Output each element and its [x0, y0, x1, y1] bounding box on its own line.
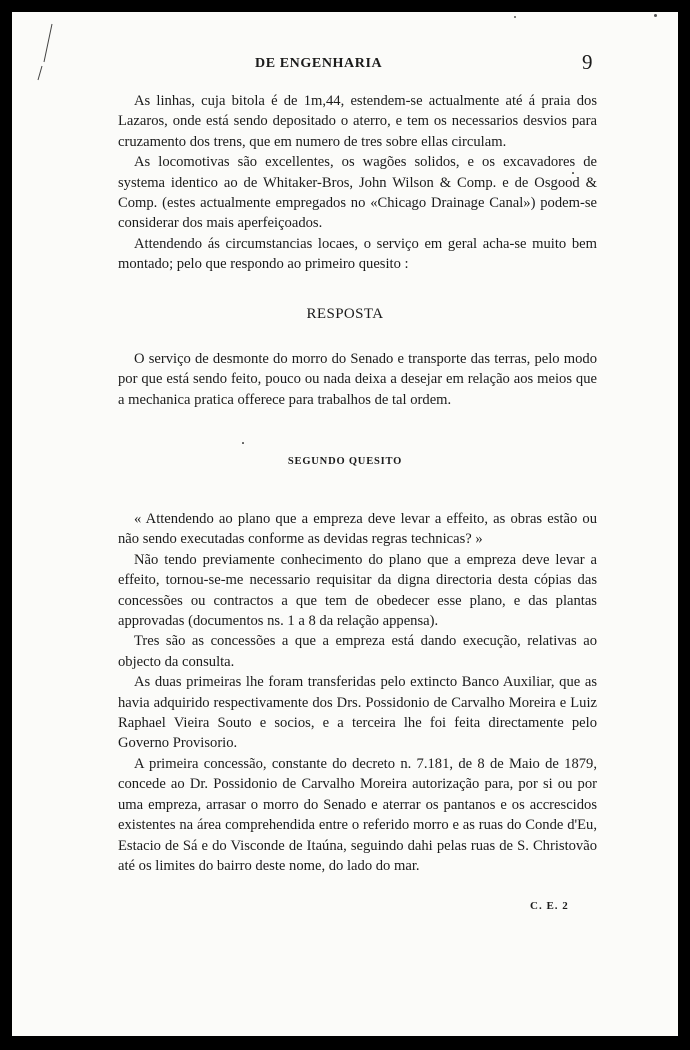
paragraph-concessoes: Tres são as concessões a que a empreza está dando execução, relativas ao objecto da consulta. — [118, 633, 597, 670]
segundo-quesito-section — [118, 509, 597, 876]
signature-mark: C. E. 2 — [530, 900, 569, 912]
running-head: DE ENGENHARIA — [255, 56, 383, 71]
resposta-section — [118, 349, 597, 410]
paragraph-plano: Não tendo previamente conhecimento do plano que a empreza deve levar a effeito, tornou-se-me necessario requisitar da digna directoria desta cópias das concessões ou contractos a que tem de obedecer esse plano, e das plantas approvadas (documentos ns. 1 a 8 da relação appensa). — [118, 551, 597, 630]
paragraph-primeira-concessao: A primeira concessão, constante do decreto n. 7.181, de 8 de Maio de 1879, concede ao Dr. Possidonio de Carvalho Moreira autorização para, por si ou por uma empreza, arrasar o morro do Senado e aterrar os pantanos e os accrescidos existentes na área comprehendida entre o referido morro e as ruas do Conde d'Eu, Estacio de Sá e do Visconde de Itaúna, seguindo dahi pelas ruas de S. Christovão até os limites do bairro deste nome, do lado do mar. — [118, 755, 597, 874]
segundo-quesito-heading: SEGUNDO QUESITO — [287, 456, 403, 467]
resposta-heading: RESPOSTA — [306, 306, 384, 322]
paragraph-duas-primeiras: As duas primeiras lhe foram transferidas pelo extincto Banco Auxiliar, que as havia adquirido respectivamente dos Drs. Possidonio de Carvalho Moreira e Luiz Raphael Vieira Souto e socios, e a terceira lhe foi feita directamente pelo Governo Provisorio. — [118, 674, 597, 752]
paragraph-attendendo: Attendendo ás circumstancias locaes, o serviço em geral acha-se muito bem montado; pelo que respondo ao primeiro quesito : — [118, 235, 597, 273]
page-number: 9 — [582, 50, 593, 74]
document-page — [12, 12, 678, 1036]
intro-section — [118, 91, 597, 275]
paragraph-locomotivas: As locomotivas são excellentes, os wagões solidos, e os excavadores de systema identico ao de Whitaker-Bros, John Wilson & Comp. e de Osgood & Comp. (estes actualmente empregados no «Chicago Drainage Canal») podem-se considerar dos mais aperfeiçoados. — [118, 154, 597, 232]
page-header — [12, 50, 678, 80]
paragraph-resposta: O serviço de desmonte do morro do Senado e transporte das terras, pelo modo por que está sendo feito, pouco ou nada deixa a desejar em relação aos meios que a mechanica pratica offerece para trabalhos de tal ordem. — [118, 351, 597, 408]
paragraph-linhas: As linhas, cuja bitola é de 1m,44, estendem-se actualmente até á praia dos Lazaros, onde está sendo depositado o aterro, e tem os necessarios desvios para cruzamento dos trens, que em numero de tres sobre ellas circulam. — [118, 93, 597, 150]
paragraph-quesito-question: « Attendendo ao plano que a empreza deve levar a effeito, as obras estão ou não sendo executadas conforme as devidas regras technicas? » — [118, 511, 597, 548]
